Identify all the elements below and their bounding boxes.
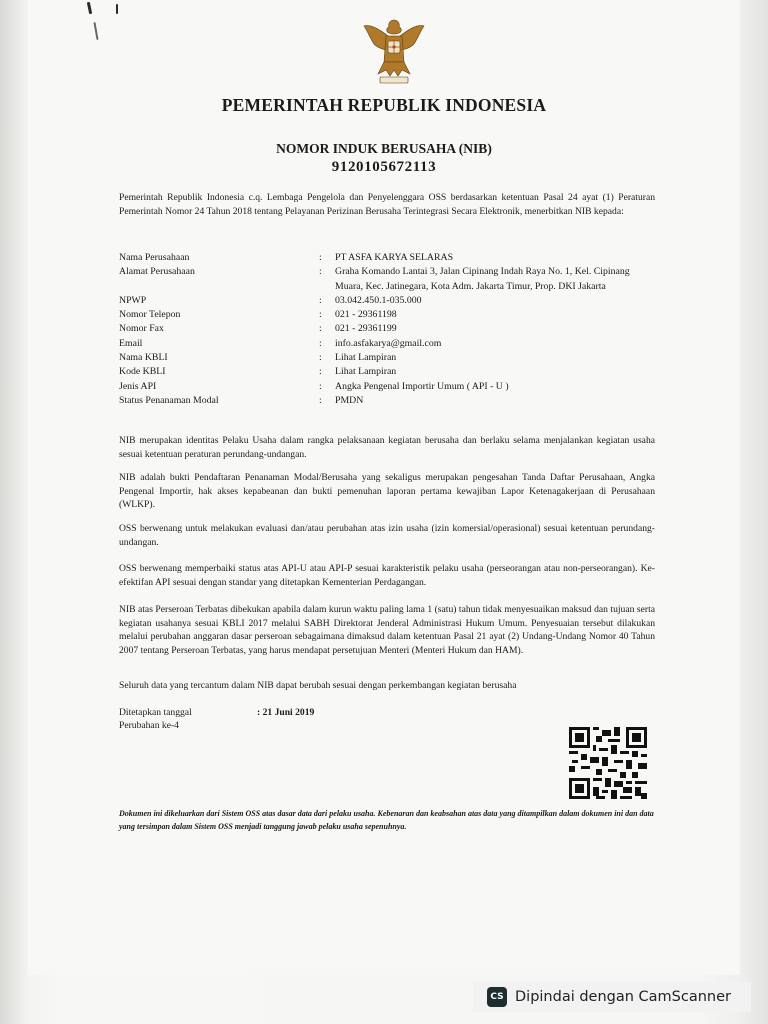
field-value: PMDN (335, 394, 364, 406)
field-value: 03.042.450.1-035.000 (335, 294, 422, 306)
paragraph-data-change: Seluruh data yang tercantum dalam NIB dapat berubah sesuai dengan perkembangan kegiatan berusaha (119, 680, 517, 691)
field-value: Graha Komando Lantai 3, Jalan Cipinang Indah Raya No. 1, Kel. Cipinang Muara, Kec. Jatinegara, Kota Adm. Jakarta Timur, Prop. DKI Jakarta (335, 266, 630, 292)
field-colon: : (319, 323, 322, 335)
nib-number: 9120105672113 (331, 159, 437, 175)
field-colon: : (319, 294, 322, 306)
field-label: Status Penanaman Modal (119, 394, 219, 406)
field-colon: : (319, 309, 322, 321)
qr-code-icon (569, 727, 647, 799)
field-value: 021 - 29361198 (335, 309, 397, 321)
field-label: Nomor Fax (119, 323, 164, 335)
camscanner-text: Dipindai dengan CamScanner (515, 989, 732, 1005)
document-title: NOMOR INDUK BERUSAHA (NIB) (276, 141, 492, 156)
paragraph-oss-evaluation: OSS berwenang untuk melakukan evaluasi dan/atau perubahan atas izin usaha (izin komersial/operasional) sesuai ketentuan perundang-undangan. (119, 523, 655, 548)
field-label: NPWP (119, 294, 147, 306)
field-row (119, 294, 659, 308)
field-value: info.asfakarya@gmail.com (335, 337, 442, 349)
field-label: Nama KBLI (119, 352, 168, 364)
field-label: Alamat Perusahaan (119, 266, 195, 278)
field-label: Nomor Telepon (119, 309, 181, 321)
field-row (119, 394, 659, 408)
field-colon: : (319, 266, 322, 278)
field-row (119, 251, 659, 265)
scan-speck (116, 4, 118, 14)
revision-label: Perubahan ke-4 (119, 720, 179, 731)
field-row (119, 265, 659, 294)
field-row (119, 337, 659, 351)
field-label: Kode KBLI (119, 366, 166, 378)
garuda-emblem-icon (362, 14, 426, 86)
field-colon: : (319, 352, 322, 364)
field-colon: : (319, 394, 322, 406)
field-row (119, 308, 659, 322)
field-label: Jenis API (119, 380, 157, 392)
field-row (119, 365, 659, 379)
field-value: PT ASFA KARYA SELARAS (335, 252, 454, 263)
issuance-block (119, 706, 314, 732)
field-row (119, 380, 659, 394)
paragraph-api-status: OSS berwenang memperbaiki status atas API-U atau API-P sesuai karakteristik pelaku usaha (perseorangan atau non-perseorangan). Ke-efektifan API sesuai dengan standar yang ditetapkan Kementerian Perdagangan. (119, 563, 655, 588)
disclaimer-footnote: Dokumen ini dikeluarkan dari Sistem OSS atas dasar data dari pelaku usaha. Kebenaran dan keabsahan atas data yang ditampilkan dalam dokumen ini dan data yang tersimpan dalam Sistem OSS menjadi tanggung jawab pelaku usaha sepenuhnya. (119, 809, 654, 831)
field-label: Nama Perusahaan (119, 252, 190, 263)
government-heading: PEMERINTAH REPUBLIK INDONESIA (221, 95, 547, 115)
issue-date-value: : 21 Juni 2019 (257, 707, 315, 718)
paragraph-nib-identity: NIB merupakan identitas Pelaku Usaha dalam rangka pelaksanaan kegiatan berusaha dan berlaku selama menjalankan kegiatan usaha sesuai ketentuan peraturan perundang-undangan. (119, 435, 655, 460)
field-row (119, 322, 659, 336)
camscanner-watermark (473, 982, 751, 1012)
paragraph-nib-registration: NIB adalah bukti Pendaftaran Penanaman Modal/Berusaha yang sekaligus merupakan pengesahan Tanda Daftar Perusahaan, Angka Pengenal Importir, hak akses kepabeanan dan bukti pemenuhan laporan pertama kewajiban Lapor Ketenagakerjaan di Perusahaan (WLKP). (119, 472, 655, 511)
field-colon: : (319, 380, 322, 392)
field-row (119, 351, 659, 365)
intro-paragraph: Pemerintah Republik Indonesia c.q. Lembaga Pengelola dan Penyelenggara OSS berdasarkan ketentuan Pasal 24 ayat (1) Peraturan Pemerintah Nomor 24 Tahun 2018 tentang Pelayanan Perizinan Berusaha Terintegrasi Secara Elektronik, menerbitkan NIB kepada: (119, 192, 655, 217)
paragraph-pt-freeze: NIB atas Perseroan Terbatas dibekukan apabila dalam kurun waktu paling lama 1 (satu) tahun tidak menyesuaikan maksud dan tujuan serta kegiatan usahanya sesuai KBLI 2017 melalui SABH Direktorat Jenderal Administrasi Hukum Umum. Penyesuaian tersebut dilakukan melalui perubahan anggaran dasar perseroan sebagaimana dimaksud dalam ketentuan Pasal 21 ayat (2) Undang-Undang Nomor 40 Tahun 2007 tentang Perseroan Terbatas, yang harus mendapat persetujuan Menteri (Menteri Hukum dan HAM). (119, 604, 655, 656)
field-value: Lihat Lampiran (335, 366, 397, 378)
field-colon: : (319, 337, 322, 349)
field-colon: : (319, 252, 322, 263)
field-value: 021 - 29361199 (335, 323, 397, 335)
company-fields (119, 251, 659, 408)
field-value: Angka Pengenal Importir Umum ( API - U ) (335, 380, 509, 392)
issue-date-label: Ditetapkan tanggal (119, 707, 192, 718)
field-label: Email (119, 337, 143, 349)
field-value: Lihat Lampiran (335, 352, 397, 364)
camscanner-logo-icon: CS (487, 987, 507, 1007)
field-colon: : (319, 366, 322, 378)
